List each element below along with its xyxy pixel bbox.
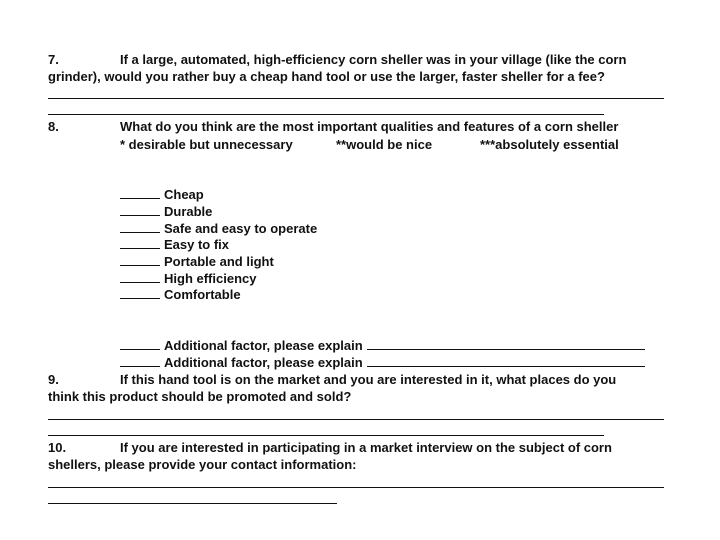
q8-item-durable[interactable] <box>120 204 212 220</box>
q10-answer-line-1[interactable] <box>48 487 664 488</box>
q8-scale-nice: **would be nice <box>336 137 433 152</box>
q8-item-comfortable[interactable] <box>120 287 241 303</box>
rating-blank[interactable] <box>120 287 160 299</box>
q7-number: 7. <box>48 52 59 67</box>
q9-number: 9. <box>48 372 59 387</box>
item-label: Comfortable <box>164 287 241 302</box>
explain-line[interactable] <box>367 338 645 350</box>
q8-item-safe[interactable] <box>120 221 317 237</box>
q8-item-easy-to-fix[interactable] <box>120 237 229 253</box>
rating-blank[interactable] <box>120 204 160 216</box>
q9-text-line2: think this product should be promoted and sold? <box>48 389 352 404</box>
q8-number: 8. <box>48 119 59 134</box>
rating-blank[interactable] <box>120 355 160 367</box>
q7-answer-line-2[interactable] <box>48 114 604 115</box>
q10-answer-line-2[interactable] <box>48 503 337 504</box>
rating-blank[interactable] <box>120 254 160 266</box>
additional-label: Additional factor, please explain <box>164 355 363 370</box>
additional-label: Additional factor, please explain <box>164 338 363 353</box>
q10-text-line1: If you are interested in participating in a market interview on the subject of corn <box>120 440 612 455</box>
rating-blank[interactable] <box>120 338 160 350</box>
rating-blank[interactable] <box>120 187 160 199</box>
q8-item-efficiency[interactable] <box>120 271 256 287</box>
q9-text-line1: If this hand tool is on the market and you are interested in it, what places do you <box>120 372 617 387</box>
item-label: Easy to fix <box>164 237 230 252</box>
q8-question: What do you think are the most important qualities and features of a corn sheller <box>120 119 619 134</box>
rating-blank[interactable] <box>120 221 160 233</box>
q10-text-line2: shellers, please provide your contact information: <box>48 457 357 472</box>
q8-additional-2[interactable] <box>120 355 645 371</box>
q8-scale-desirable: * desirable but unnecessary <box>120 137 293 152</box>
q9-answer-line-2[interactable] <box>48 435 604 436</box>
item-label: Cheap <box>164 187 204 202</box>
q8-item-cheap[interactable] <box>120 187 204 203</box>
q8-additional-1[interactable] <box>120 338 645 354</box>
item-label: Safe and easy to operate <box>164 221 318 236</box>
item-label: High efficiency <box>164 271 257 286</box>
q10-number: 10. <box>48 440 67 455</box>
rating-blank[interactable] <box>120 271 160 283</box>
q7-text-line2: grinder), would you rather buy a cheap hand tool or use the larger, faster sheller for a fee? <box>48 69 605 84</box>
item-label: Portable and light <box>164 254 274 269</box>
explain-line[interactable] <box>367 355 645 367</box>
rating-blank[interactable] <box>120 237 160 249</box>
q8-item-portable[interactable] <box>120 254 274 270</box>
item-label: Durable <box>164 204 213 219</box>
q9-answer-line-1[interactable] <box>48 419 664 420</box>
q7-answer-line-1[interactable] <box>48 98 664 99</box>
q8-scale-essential: ***absolutely essential <box>480 137 619 152</box>
q7-text-line1: If a large, automated, high-efficiency corn sheller was in your village (like the corn <box>120 52 627 67</box>
